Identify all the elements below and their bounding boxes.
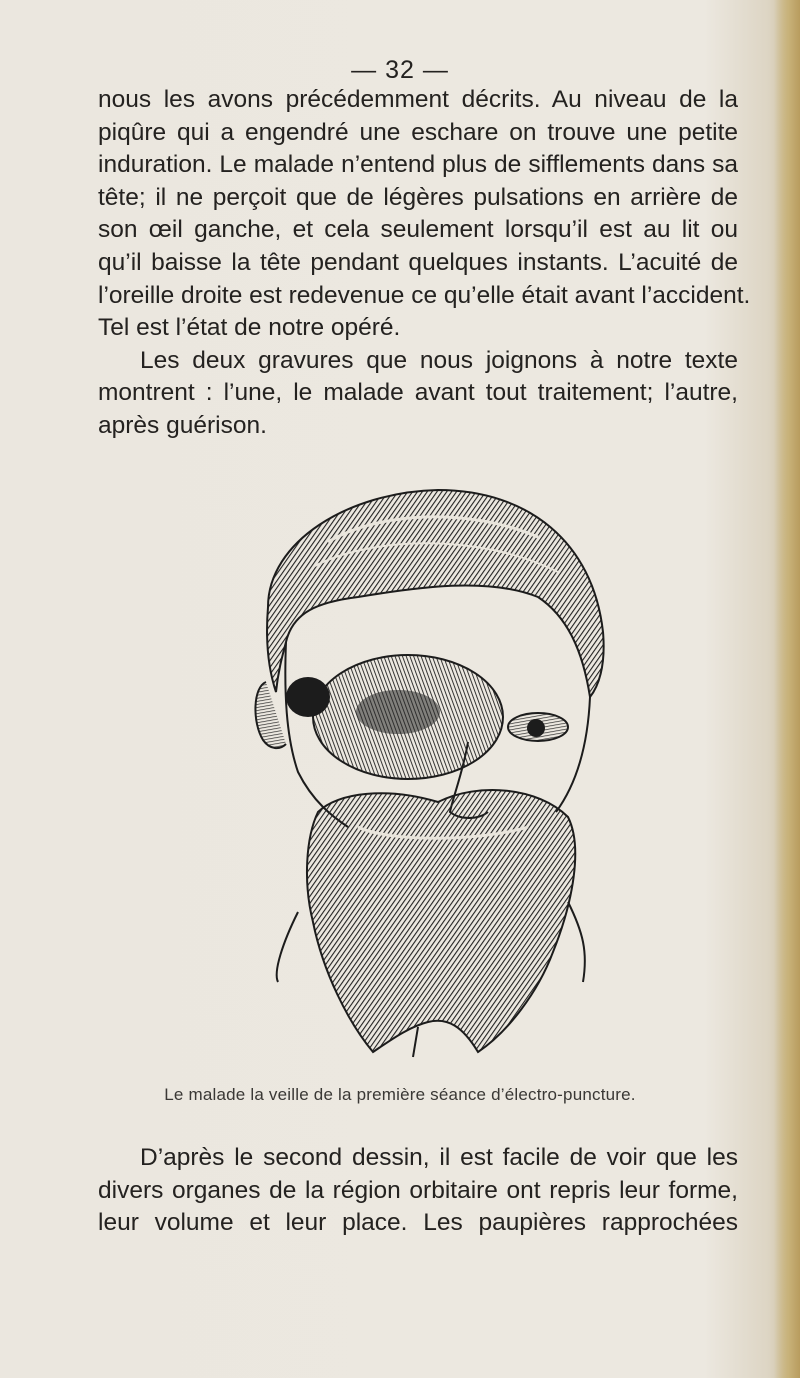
text-line: montrent : l’une, le malade avant tout traitement; l’autre, xyxy=(98,379,738,407)
page-number: — 32 — xyxy=(351,56,449,84)
text-line: leur volume et leur place. Les paupières rapprochées xyxy=(98,1209,738,1237)
text-line: divers organes de la région orbitaire ont repris leur forme, xyxy=(98,1176,738,1204)
page-edge-shadow xyxy=(774,0,800,1378)
text-line: induration. Le malade n’entend plus de sifflements dans sa xyxy=(98,151,738,179)
text-line: D’après le second dessin, il est facile de voir que les xyxy=(140,1144,738,1171)
text-line: qu’il baisse la tête pendant quelques instants. L’acuité de xyxy=(98,248,738,276)
text-line: Les deux gravures que nous joignons à notre texte xyxy=(140,346,738,374)
text-line: son œil ganche, et cela seulement lorsqu’il est au lit ou xyxy=(98,216,738,244)
text-line: tête; il ne perçoit que de légères pulsations en arrière de xyxy=(98,183,738,211)
text-line: l’oreille droite est redevenue ce qu’elle était avant l’accident. xyxy=(98,281,751,309)
paragraph-2 xyxy=(98,1142,738,1240)
paragraph-1 xyxy=(98,84,751,443)
figure-caption: Le malade la veille de la première séance d’électro-puncture. xyxy=(164,1085,636,1104)
beard xyxy=(307,790,575,1052)
text-line: après guérison. xyxy=(98,411,267,439)
text-line: piqûre qui a engendré une eschare on trouve une petite xyxy=(98,118,738,146)
text-line: nous les avons précédemment décrits. Au niveau de la xyxy=(98,86,738,113)
engraving-portrait xyxy=(238,482,618,1062)
text-line: Tel est l’état de notre opéré. xyxy=(98,314,401,342)
